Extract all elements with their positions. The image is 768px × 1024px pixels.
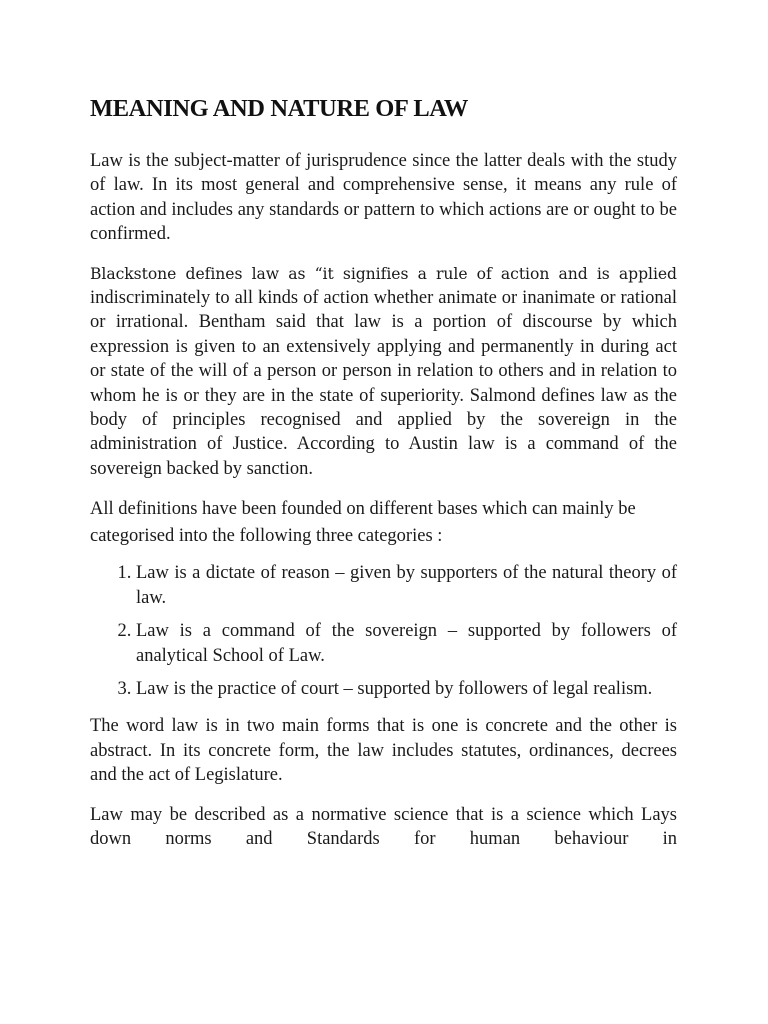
paragraph-definitions-rest: indiscriminately to all kinds of action whether animate or inanimate or rational or irrational. Bentham said that law is a portion of discourse by which expression is given to an extensively applying and permanently in during act or state of the will of a person or person in relation to others and in relation to whom he is or they are in the state of superiority. Salmond defines law as the body of principles recognised and applied by the sovereign in the administration of Justice. According to Austin law is a command of the sovereign backed by sanction. xyxy=(90,288,677,479)
paragraph-definition: Law is the subject-matter of jurisprudence since the latter deals with the study of law. In its most general and comprehensive sense, it means any rule of action and includes any standards or pattern to which actions are or ought to be confirmed. xyxy=(90,151,677,245)
blackstone-quote-lead: Blackstone defines law as “it signifies a rule of action and is applied xyxy=(90,264,677,283)
page-title: MEANING AND NATURE OF LAW xyxy=(90,95,468,122)
categories-list xyxy=(90,561,677,701)
list-item: 1. Law is a dictate of reason – given by supporters of the natural theory of law. xyxy=(136,561,677,610)
list-item: 2. Law is a command of the sovereign – supported by followers of analytical School of Law. xyxy=(136,619,677,668)
paragraph-normative-science: Law may be described as a normative science that is a science which Lays down norms and Standards for human behaviour in xyxy=(90,804,677,849)
paragraph-definitions-by-jurists xyxy=(90,262,677,482)
paragraph-forms-of-law: The word law is in two main forms that is one is concrete and the other is abstract. In its concrete form, the law includes statutes, ordinances, decrees and the act of Legislature. xyxy=(90,716,677,786)
document-page xyxy=(90,92,677,866)
paragraph-categories-intro: All definitions have been founded on different bases which can mainly be categorised into the following three categories : xyxy=(90,499,636,547)
list-item: 3. Law is the practice of court – supported by followers of legal realism. xyxy=(136,677,677,701)
